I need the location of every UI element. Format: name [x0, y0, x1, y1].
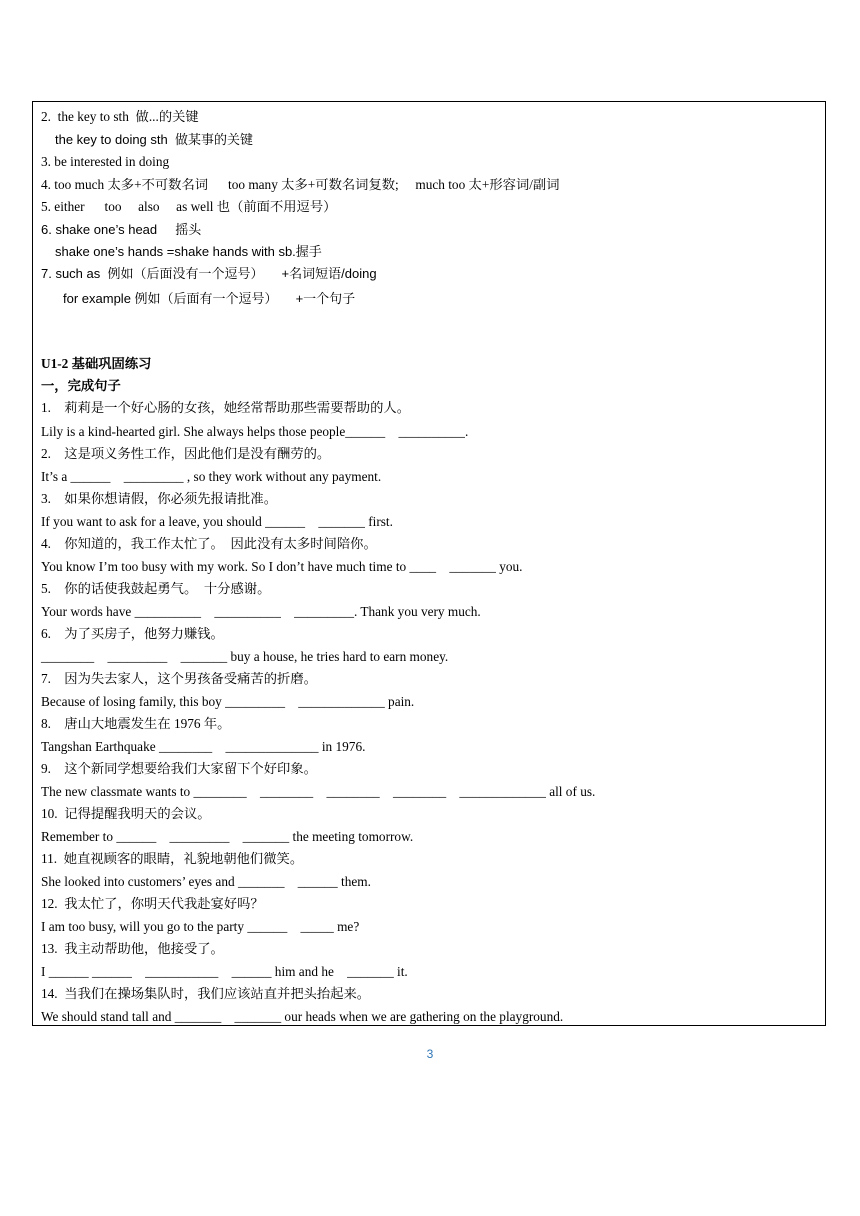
- exercise-5-cn: 5. 你的话使我鼓起勇气。 十分感谢。: [41, 581, 271, 596]
- exercise-7-cn: 7. 因为失去家人，这个男孩备受痛苦的折磨。: [41, 671, 317, 686]
- exercise-7-en: Because of losing family, this boy _________ _____________ pain.: [41, 694, 415, 709]
- exercise-1-cn: 1. 莉莉是一个好心肠的女孩，她经常帮助那些需要帮助的人。: [41, 400, 410, 415]
- content-box: [32, 101, 826, 1026]
- exercise-9-en: The new classmate wants to ________ ________ ________ ________ _____________ all of us.: [41, 784, 596, 799]
- note-line-6: 6. shake one’s head 摇头: [41, 222, 202, 237]
- exercise-3-cn: 3. 如果你想请假，你必须先报请批准。: [41, 491, 278, 506]
- exercise-6-en: ________ _________ _______ buy a house, he tries hard to earn money.: [41, 649, 449, 664]
- exercise-10-en: Remember to ______ _________ _______ the meeting tomorrow.: [41, 829, 414, 844]
- note-line-6b: shake one’s hands =shake hands with sb.握手: [55, 244, 322, 259]
- exercise-10-cn: 10. 记得提醒我明天的会议。: [41, 806, 211, 821]
- exercise-4-en: You know I’m too busy with my work. So I don’t have much time to ____ _______ you.: [41, 559, 523, 574]
- exercise-5-en: Your words have __________ __________ _________. Thank you very much.: [41, 604, 481, 619]
- note-line-7b: for example 例如（后面有一个逗号） +一个句子: [63, 291, 356, 306]
- exercise-14-cn: 14. 当我们在操场集队时，我们应该站直并把头抬起来。: [41, 986, 371, 1001]
- page-number: 3: [426, 1047, 434, 1061]
- note-line-4: 4. too much 太多+不可数名词 too many 太多+可数名词复数; much too 太+形容词/副词: [41, 177, 560, 192]
- note-line-2: 2. the key to sth 做...的关键: [41, 109, 199, 124]
- part-title: 一，完成句子: [41, 378, 121, 393]
- exercise-13-en: I ______ ______ ___________ ______ him and he _______ it.: [41, 964, 408, 979]
- exercise-12-en: I am too busy, will you go to the party ______ _____ me?: [41, 919, 360, 934]
- exercise-6-cn: 6. 为了买房子，他努力赚钱。: [41, 626, 224, 641]
- note-line-3: 3. be interested in doing: [41, 154, 170, 169]
- exercise-12-cn: 12. 我太忙了，你明天代我赴宴好吗？: [41, 896, 264, 911]
- exercise-8-cn: 8. 唐山大地震发生在 1976 年。: [41, 716, 231, 731]
- section-title: U1-2 基础巩固练习: [41, 356, 152, 371]
- exercise-11-en: She looked into customers’ eyes and _______ ______ them.: [41, 874, 371, 889]
- exercise-8-en: Tangshan Earthquake ________ ______________ in 1976.: [41, 739, 366, 754]
- exercise-2-cn: 2. 这是项义务性工作，因此他们是没有酬劳的。: [41, 446, 331, 461]
- exercise-14-en: We should stand tall and _______ _______ our heads when we are gathering on the playground.: [41, 1009, 564, 1024]
- note-line-7: 7. such as 例如（后面没有一个逗号） +名词短语/doing: [41, 266, 377, 281]
- exercise-2-en: It’s a ______ _________ , so they work without any payment.: [41, 469, 382, 484]
- exercise-9-cn: 9. 这个新同学想要给我们大家留下个好印象。: [41, 761, 317, 776]
- note-line-5: 5. either too also as well 也（前面不用逗号）: [41, 199, 337, 214]
- exercise-13-cn: 13. 我主动帮助他，他接受了。: [41, 941, 224, 956]
- exercise-11-cn: 11. 她直视顾客的眼睛，礼貌地朝他们微笑。: [41, 851, 304, 866]
- exercise-3-en: If you want to ask for a leave, you should ______ _______ first.: [41, 514, 393, 529]
- note-line-2b: the key to doing sth 做某事的关键: [55, 132, 253, 147]
- exercise-4-cn: 4. 你知道的，我工作太忙了。 因此没有太多时间陪你。: [41, 536, 377, 551]
- exercise-1-en: Lily is a kind-hearted girl. She always helps those people______ __________.: [41, 424, 469, 439]
